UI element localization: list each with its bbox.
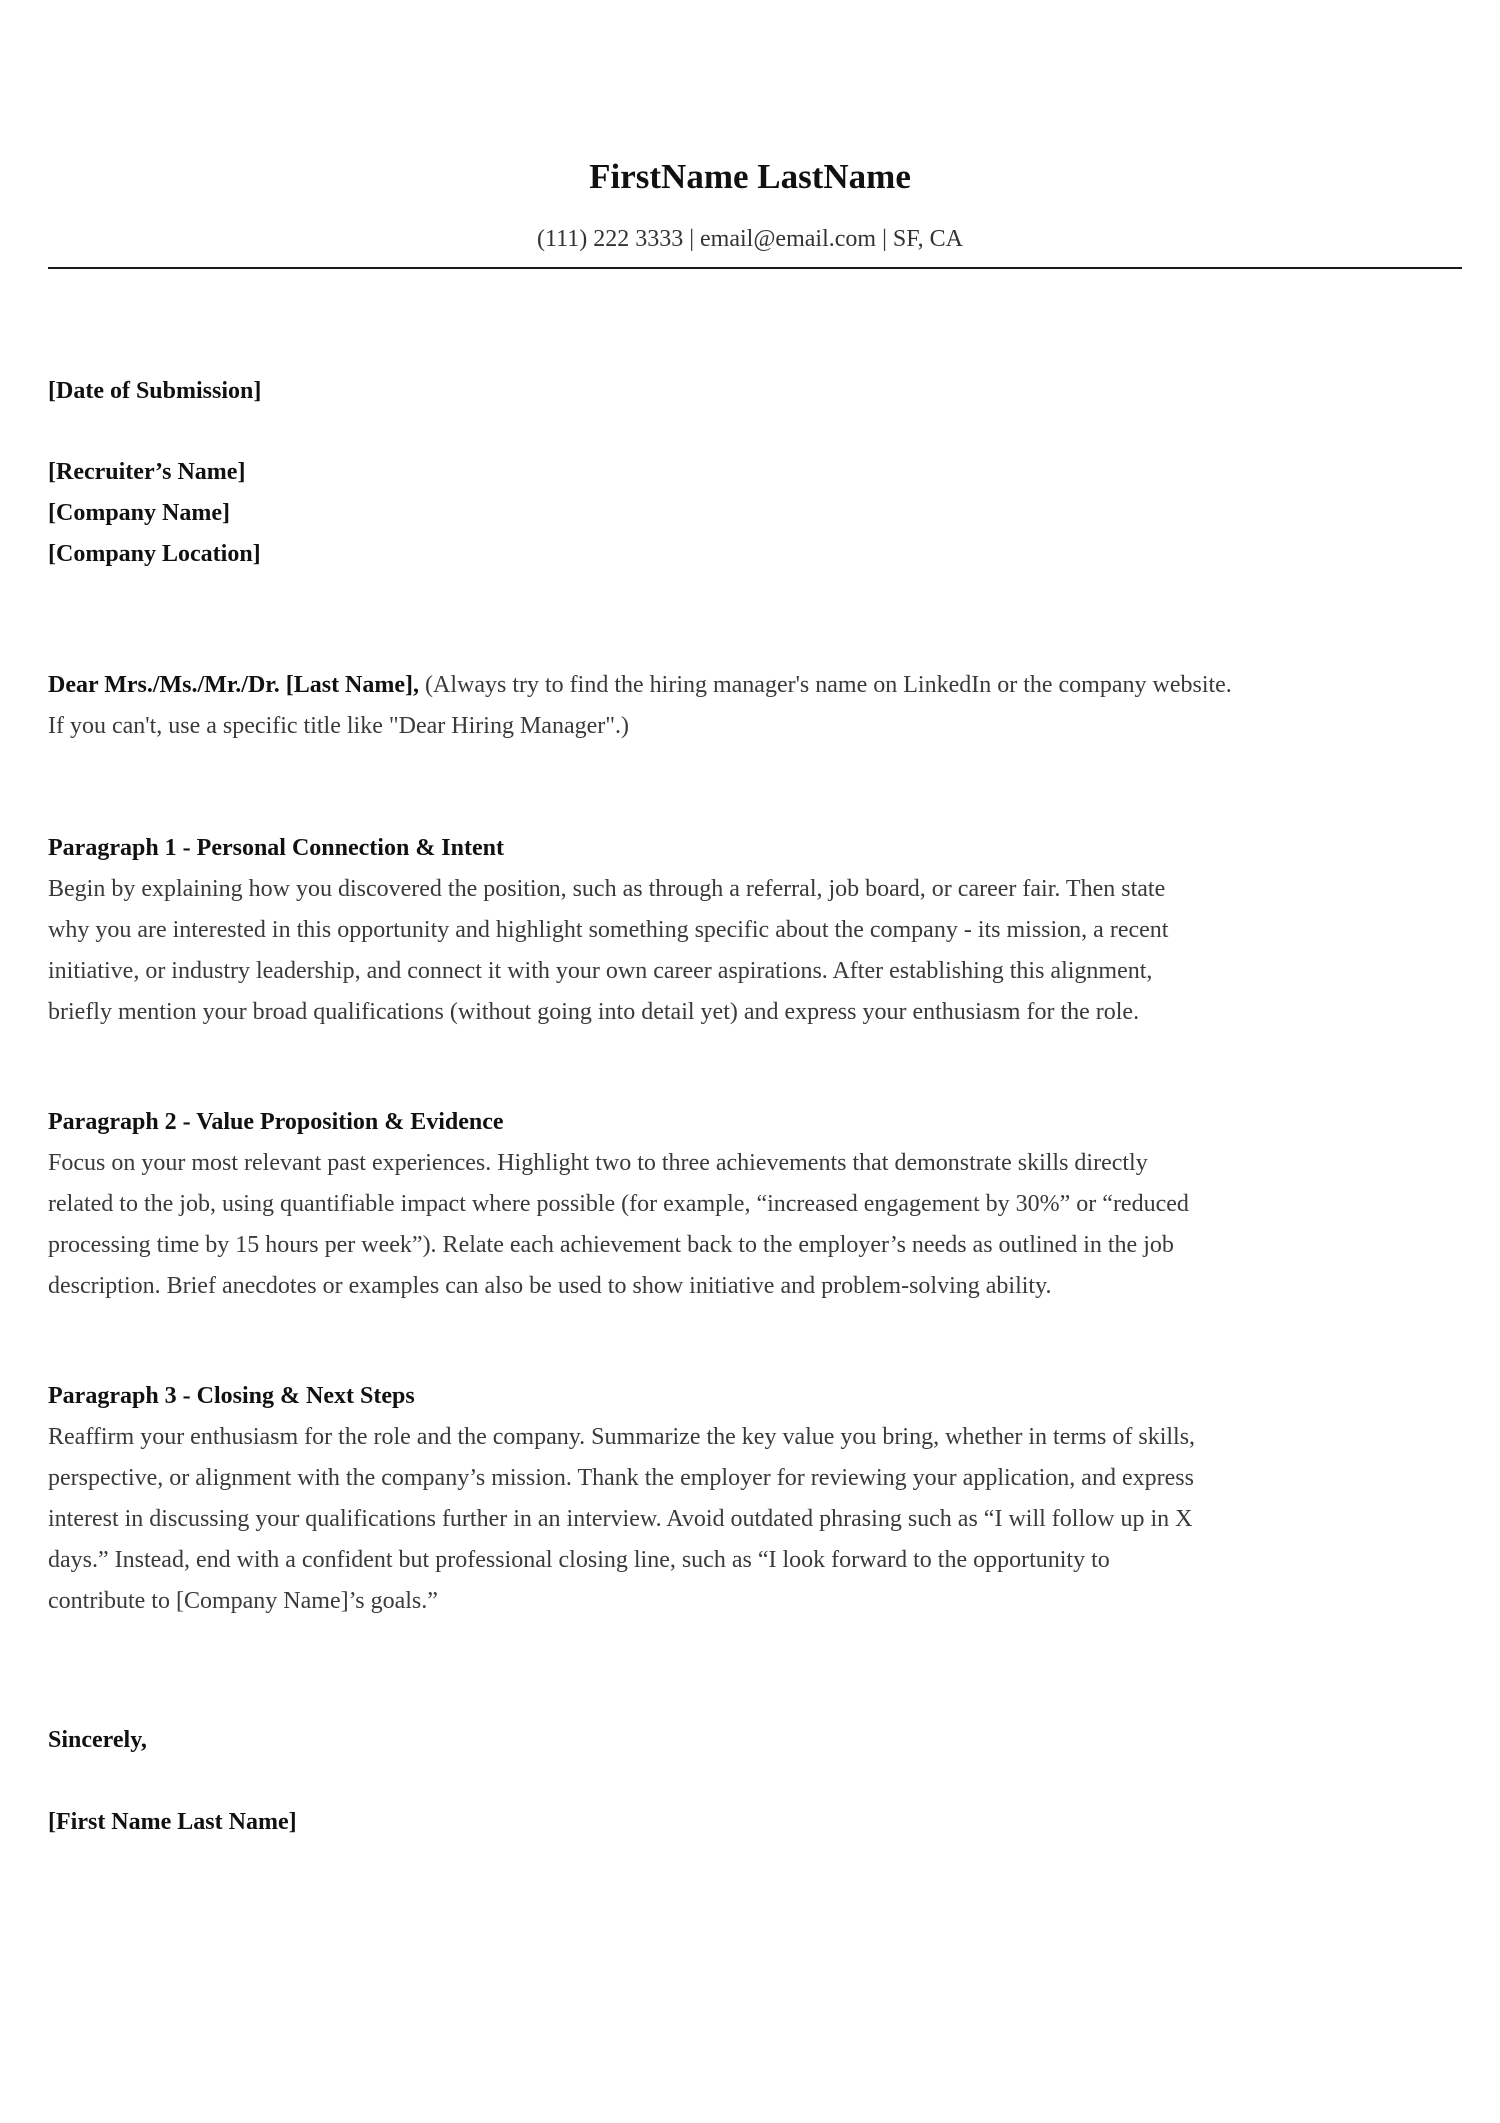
paragraph-1: [48, 828, 1468, 1033]
paragraph-line: contribute to [Company Name]’s goals.”: [48, 1588, 438, 1614]
paragraph-line: briefly mention your broad qualifications (without going into detail yet) and express your enthusiasm for the role.: [48, 999, 1140, 1025]
salutation-note-1: (Always try to find the hiring manager's name on LinkedIn or the company website.: [419, 672, 1232, 698]
applicant-name: FirstName LastName: [589, 157, 911, 196]
paragraph-line: processing time by 15 hours per week”). Relate each achievement back to the employer’s needs as outlined in the job: [48, 1232, 1174, 1258]
signature: [First Name Last Name]: [48, 1809, 297, 1835]
company-name: [Company Name]: [48, 500, 230, 526]
salutation-block: [48, 665, 1468, 747]
paragraph-heading: Paragraph 3 - Closing & Next Steps: [48, 1383, 415, 1409]
closing: Sincerely,: [48, 1727, 147, 1753]
header-divider: [48, 267, 1462, 269]
recipient-block: [48, 452, 1468, 575]
paragraph-line: why you are interested in this opportunity and highlight something specific about the company - its mission, a recent: [48, 917, 1169, 943]
paragraph-line: related to the job, using quantifiable impact where possible (for example, “increased engagement by 30%” or “reduced: [48, 1191, 1189, 1217]
paragraph-line: Reaffirm your enthusiasm for the role and the company. Summarize the key value you bring, whether in terms of skills,: [48, 1424, 1196, 1450]
paragraph-heading: Paragraph 1 - Personal Connection & Intent: [48, 835, 504, 861]
paragraph-line: description. Brief anecdotes or examples can also be used to show initiative and problem-solving ability.: [48, 1273, 1052, 1299]
paragraph-line: days.” Instead, end with a confident but professional closing line, such as “I look forward to the opportunity to: [48, 1547, 1110, 1573]
paragraph-heading: Paragraph 2 - Value Proposition & Evidence: [48, 1109, 504, 1135]
paragraph-line: interest in discussing your qualifications further in an interview. Avoid outdated phrasing such as “I will follow up in X: [48, 1506, 1193, 1532]
paragraph-line: Focus on your most relevant past experiences. Highlight two to three achievements that demonstrate skills directly: [48, 1150, 1148, 1176]
salutation-line-1: [48, 665, 1468, 706]
salutation-note-2: If you can't, use a specific title like "Dear Hiring Manager".): [48, 713, 630, 739]
recruiter-name: [Recruiter’s Name]: [48, 459, 246, 485]
submission-date: [Date of Submission]: [48, 378, 262, 404]
paragraph-3: [48, 1376, 1468, 1622]
company-location: [Company Location]: [48, 541, 261, 567]
paragraph-line: initiative, or industry leadership, and connect it with your own career aspirations. After establishing this alignment,: [48, 958, 1153, 984]
paragraph-line: Begin by explaining how you discovered the position, such as through a referral, job board, or career fair. Then state: [48, 876, 1166, 902]
contact-info: (111) 222 3333 | email@email.com | SF, CA: [537, 226, 963, 252]
salutation-greeting: Dear Mrs./Ms./Mr./Dr. [Last Name],: [48, 672, 420, 698]
paragraph-line: perspective, or alignment with the company’s mission. Thank the employer for reviewing your application, and express: [48, 1465, 1194, 1491]
paragraph-2: [48, 1102, 1468, 1307]
